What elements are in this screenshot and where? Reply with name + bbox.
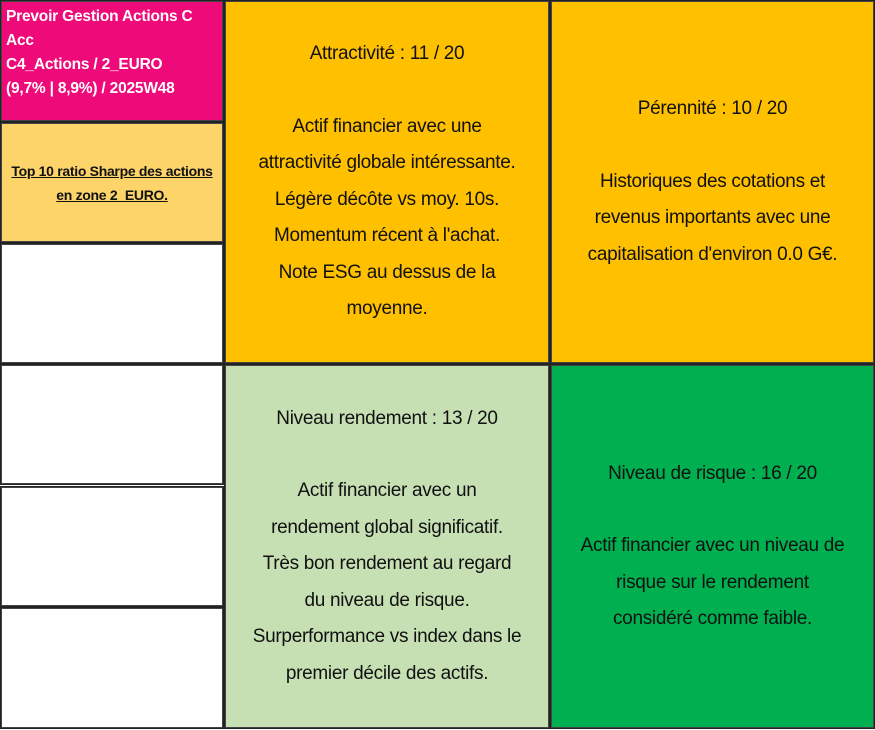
risque-line: considéré comme faible. bbox=[612, 608, 813, 629]
attractivite-line: attractivité globale intéressante. bbox=[258, 152, 516, 174]
fund-name-line-2: Acc bbox=[6, 32, 34, 49]
fund-category: C4_Actions / 2_EURO bbox=[6, 56, 163, 73]
rendement-line: premier décile des actifs. bbox=[285, 662, 489, 684]
empty-cell-3 bbox=[1, 487, 223, 606]
ranking-subtitle: Top 10 ratio Sharpe des actions en zone 2_EURO. bbox=[11, 162, 213, 203]
rendement-line: Très bon rendement au regard bbox=[262, 553, 512, 575]
perennite-line: Historiques des cotations et bbox=[600, 170, 825, 192]
rendement-line: Surperformance vs index dans le bbox=[252, 626, 522, 648]
rendement-line: rendement global significatif. bbox=[271, 516, 503, 538]
rendement-heading: Niveau rendement : 13 / 20 bbox=[276, 407, 498, 429]
attractivite-line: Momentum récent à l'achat. bbox=[273, 225, 501, 247]
empty-cell-4 bbox=[1, 608, 223, 728]
attractivite-line: Légère décôte vs moy. 10s. bbox=[274, 188, 500, 210]
perennite-heading: Pérennité : 10 / 20 bbox=[637, 98, 788, 119]
risque-line: Actif financier avec un niveau de bbox=[580, 535, 845, 556]
rendement-panel bbox=[225, 365, 549, 728]
risque-panel bbox=[551, 365, 874, 728]
attractivite-heading: Attractivité : 11 / 20 bbox=[309, 43, 465, 65]
perennite-panel bbox=[551, 1, 874, 363]
rendement-line: du niveau de risque. bbox=[304, 589, 470, 611]
perennite-line: capitalisation d'environ 0.0 G€. bbox=[587, 243, 838, 265]
empty-cell-1 bbox=[1, 244, 223, 363]
fund-title-block bbox=[1, 1, 223, 121]
attractivite-panel bbox=[225, 1, 549, 363]
attractivite-line: Actif financier avec une bbox=[292, 115, 482, 137]
fund-name-line-1: Prevoir Gestion Actions C bbox=[6, 8, 193, 25]
attractivite-line: Note ESG au dessus de la bbox=[278, 261, 496, 283]
fund-performance-week: (9,7% | 8,9%) / 2025W48 bbox=[6, 80, 175, 97]
risque-line: risque sur le rendement bbox=[616, 571, 809, 593]
attractivite-line: moyenne. bbox=[346, 298, 428, 320]
empty-cell-2 bbox=[1, 365, 223, 484]
risque-heading: Niveau de risque : 16 / 20 bbox=[608, 462, 817, 484]
rendement-line: Actif financier avec un bbox=[297, 480, 477, 502]
perennite-line: revenus importants avec une bbox=[594, 207, 831, 228]
ranking-subtitle-block bbox=[1, 123, 223, 242]
